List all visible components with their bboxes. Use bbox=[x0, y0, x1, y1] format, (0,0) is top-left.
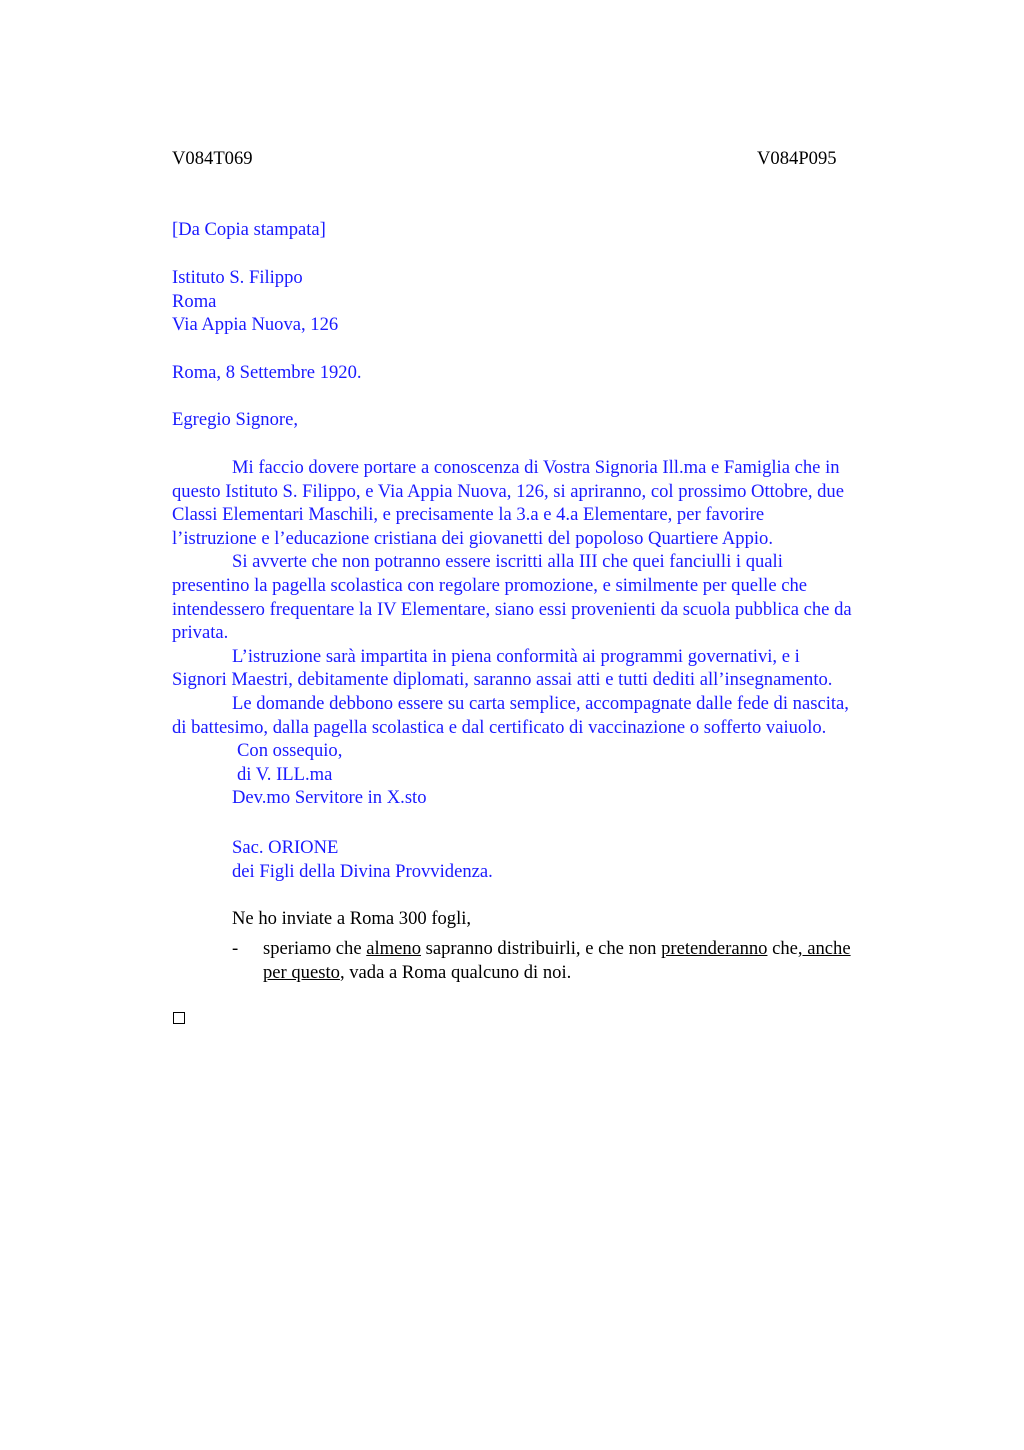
address-line-2: Roma bbox=[172, 290, 217, 312]
bullet-text-part: speriamo che bbox=[263, 938, 367, 959]
bullet-dash: - bbox=[232, 938, 239, 959]
date-text: Roma, 8 Settembre 1920. bbox=[172, 362, 362, 383]
signature-congregation: dei Figli della Divina Provvidenza. bbox=[232, 860, 493, 882]
address-line-1: Istituto S. Filippo bbox=[172, 267, 303, 288]
underlined-word: pretenderanno bbox=[661, 938, 768, 959]
salutation bbox=[172, 408, 932, 432]
signature-name: Sac. ORIONE bbox=[232, 837, 339, 858]
body-line: l’istruzione e l’educazione cristiana dei giovanetti del popoloso Quartiere Appio. bbox=[172, 527, 774, 549]
bullet-text-part: che bbox=[767, 938, 798, 959]
body-line: Le domande debbono essere su carta semplice, accompagnate dalle fede di nascita, bbox=[232, 692, 849, 714]
letter-body bbox=[172, 456, 932, 810]
underlined-word: per questo bbox=[263, 961, 340, 983]
body-line: questo Istituto S. Filippo, e Via Appia Nuova, 126, si apriranno, col prossimo Ottobre, due bbox=[172, 480, 844, 502]
end-of-document-box bbox=[173, 1012, 185, 1024]
body-line: Signori Maestri, debitamente diplomati, saranno assai atti e tutti dediti all’insegnamento. bbox=[172, 669, 833, 691]
document-code-right: V084P095 bbox=[757, 148, 837, 169]
underlined-word: almeno bbox=[366, 938, 421, 959]
source-note bbox=[172, 218, 932, 242]
letter-date bbox=[172, 361, 932, 385]
body-line: presentino la pagella scolastica con regolare promozione, e similmente per quelle che bbox=[172, 574, 808, 596]
bullet-text bbox=[263, 937, 933, 984]
salutation-text: Egregio Signore, bbox=[172, 409, 298, 430]
body-line: L’istruzione sarà impartita in piena conformità ai programmi governativi, e i bbox=[232, 645, 800, 667]
source-note-text: [Da Copia stampata] bbox=[172, 219, 326, 240]
note-intro: Ne ho inviate a Roma 300 fogli, bbox=[232, 908, 472, 929]
sender-address bbox=[172, 266, 932, 337]
body-line: Classi Elementari Maschili, e precisamente la 3.a e 4.a Elementare, per favorire bbox=[172, 504, 765, 526]
body-line: Si avverte che non potranno essere iscritti alla III che quei fanciulli i quali bbox=[232, 551, 783, 573]
body-line: privata. bbox=[172, 622, 229, 644]
body-line: intendessero frequentare la IV Elementare, siano essi provenienti da scuola pubblica che da bbox=[172, 598, 852, 620]
closing-line-1: Con ossequio, bbox=[237, 740, 343, 762]
address-line-3: Via Appia Nuova, 126 bbox=[172, 314, 339, 336]
underlined-word: , anche bbox=[797, 938, 851, 959]
bullet-text-part: , vada a Roma qualcuno di noi. bbox=[339, 961, 572, 983]
body-line: di battesimo, dalla pagella scolastica e dal certificato di vaccinazione o sofferto vaiuolo. bbox=[172, 716, 827, 738]
closing-line-2: di V. ILL.ma bbox=[237, 763, 333, 785]
closing-line-3: Dev.mo Servitore in X.sto bbox=[232, 787, 427, 809]
body-line: Mi faccio dovere portare a conoscenza di Vostra Signoria Ill.ma e Famiglia che in bbox=[232, 457, 840, 478]
bullet-text-part: sapranno distribuirli, e che non bbox=[421, 938, 662, 959]
signature-block bbox=[172, 836, 932, 883]
document-code-left: V084T069 bbox=[172, 148, 253, 169]
